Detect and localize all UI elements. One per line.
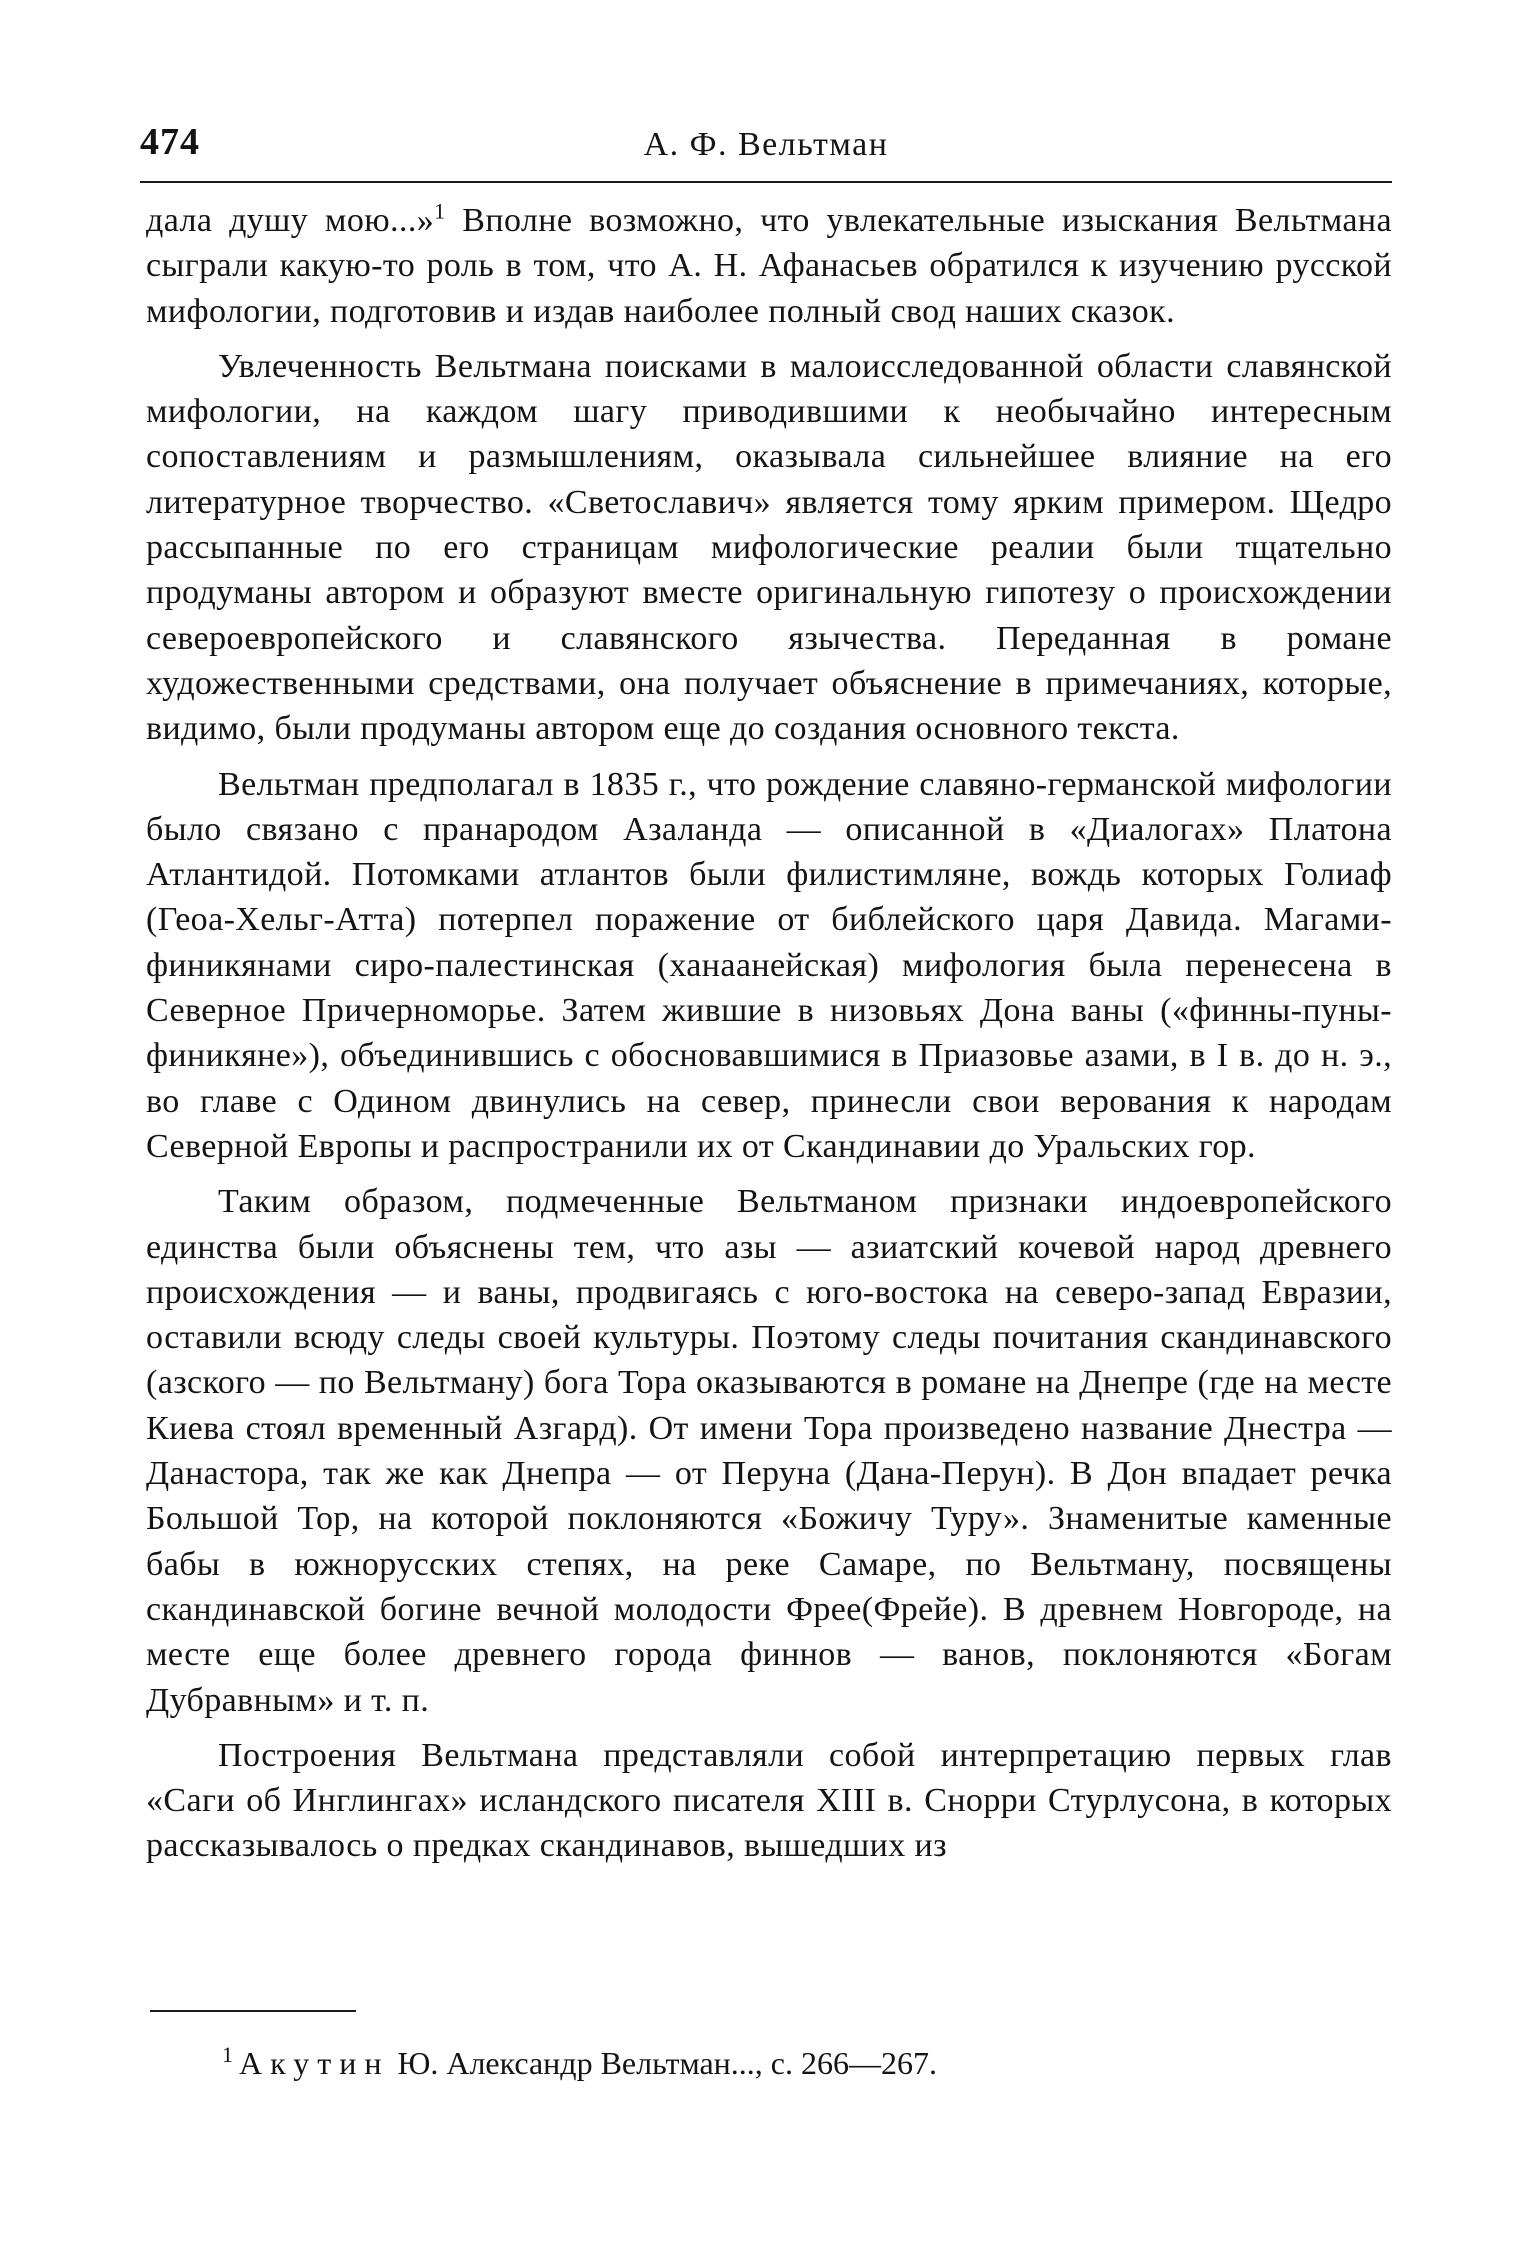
- paragraph: Вельтман предполагал в 1835 г., что рождение славяно-германской мифологии было связано с пранародом Азаланда — описанной в «Диалогах» Платона Атлантидой. Потомками атлантов были филистимляне, вождь которых Голиаф (Геоа-Хельг-Атта) потерпел поражение от библейского царя Давида. Магами-финикянами сиро-палестинская (ханаанейская) мифология была перенесена в Северное Причерноморье. Затем жившие в низовьях Дона ваны («финны-пуны-финикяне»), объединившись с обосновавшимися в Приазовье азами, в I в. до н. э., во главе с Одином двинулись на север, принесли свои верования к народам Северной Европы и распространили их от Скандинавии до Уральских гор.: [146, 765, 1392, 1165]
- paragraph: Построения Вельтмана представляли собой интерпретацию первых глав «Саги об Инглингах» исландского писателя XIII в. Снорри Стурлусона, в которых рассказывалось о предках скандинавов, вышедших из: [146, 1736, 1392, 1865]
- paragraph: Увлеченность Вельтмана поисками в малоисследованной области славянской мифологии, на каждом шагу приводившими к необычайно интересным сопоставлениям и размышлениям, оказывала сильнейшее влияние на его литературное творчество. «Светославич» является тому ярким примером. Щедро рассыпанные по его страницам мифологические реалии были тщательно продуманы автором и образуют вместе оригинальную гипотезу о происхождении североевропейского и славянского язычества. Переданная в романе художественными средствами, она получает объяснение в примечаниях, которые, видимо, были продуманы автором еще до создания основного текста.: [146, 347, 1392, 748]
- footnote: [222, 2042, 1382, 2084]
- footnote-rule: [150, 2010, 356, 2012]
- footnote-author: Акутин: [239, 2045, 390, 2081]
- running-head: [140, 112, 1392, 176]
- paragraph-text: дала душу мою...»: [146, 202, 435, 239]
- footnote-mark: 1: [222, 2042, 233, 2068]
- footnote-reference: 1: [434, 198, 446, 224]
- paragraph: Таким образом, подмеченные Вельтманом признаки индоевропейского единства были объяснены тем, что азы — азиатский кочевой народ древнего происхождения — и ваны, продвигаясь с юго-востока на северо-запад Евразии, оставили всюду следы своей культуры. Поэтому следы почитания скандинавского (азского — по Вельтману) бога Тора оказываются в романе на Днепре (где на месте Киева стоял временный Азгард). От имени Тора произведено название Днестра — Данастора, так же как Днепра — от Перуна (Дана-Перун). В Дон впадает речка Большой Тор, на которой поклоняются «Божичу Туру». Знаменитые каменные бабы в южнорусских степях, на реке Самаре, по Вельтману, посвящены скандинавской богине вечной молодости Фрее(Фрейе). В древнем Новгороде, на месте еще более древнего города финнов — ванов, поклоняются «Богам Дубравным» и т. п.: [146, 1183, 1392, 1719]
- paragraph-continuation: [146, 198, 1392, 334]
- running-title: А. Ф. Вельтман: [643, 126, 889, 163]
- page-number: 474: [140, 121, 200, 163]
- header-rule: [140, 181, 1392, 183]
- main-text: [146, 198, 1392, 1869]
- footnote-text: Ю. Александр Вельтман..., с. 266—267.: [389, 2045, 937, 2081]
- paragraph-text: Вполне возможно, что увлекательные изыскания Вельтмана сыграли какую-то роль в том, что А. Н. Афанасьев обратился к изучению русской мифологии, подготовив и издав наиболее полный свод наших сказок.: [146, 202, 1392, 330]
